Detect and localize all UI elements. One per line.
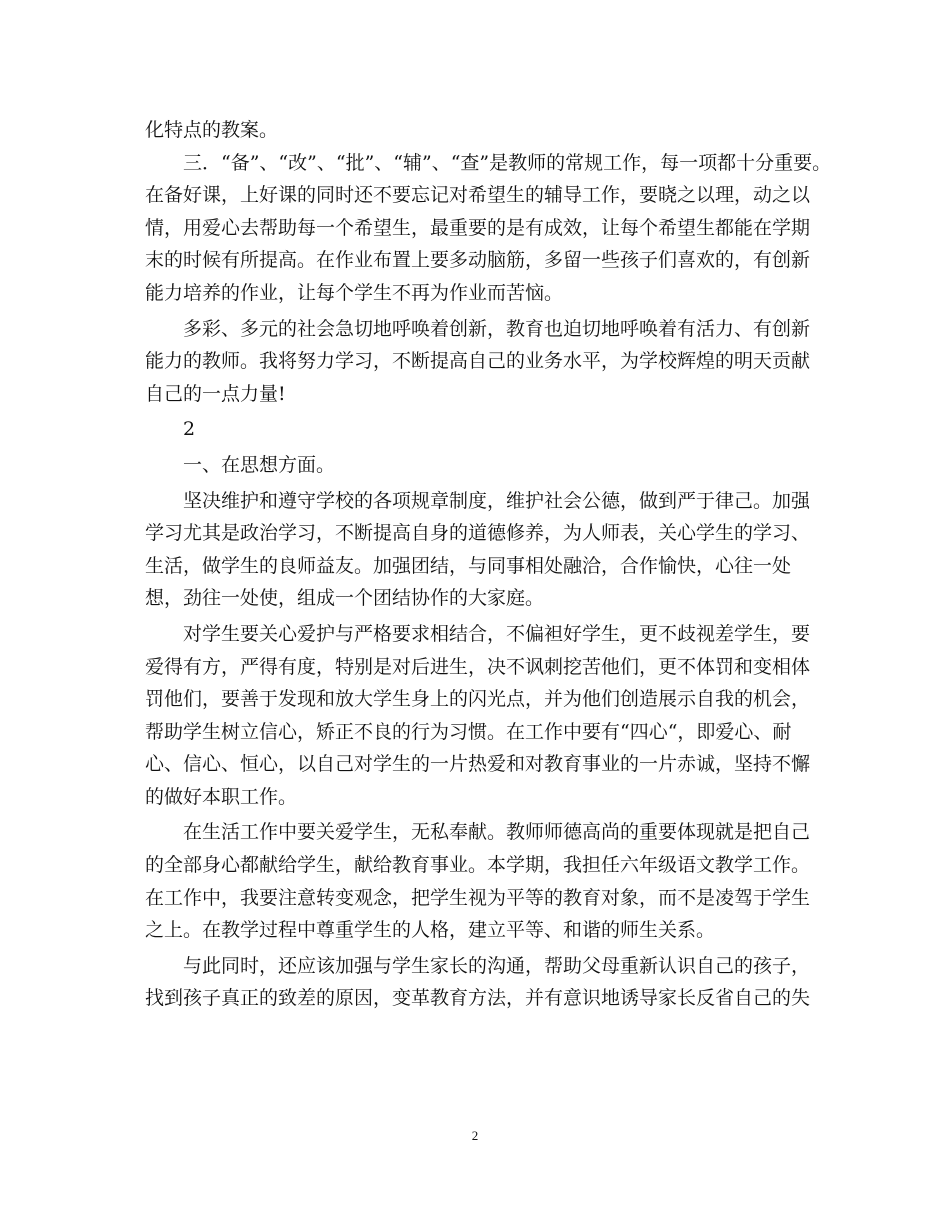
- text-line: 在工作中，我要注意转变观念，把学生视为平等的教育对象，而不是凌驾于学生: [145, 886, 811, 909]
- text-line: 心、信心、恒心，以自己对学生的一片热爱和对教育事业的一片赤诚，坚持不懈: [145, 753, 811, 776]
- text-line: 自己的一点力量!: [145, 382, 286, 405]
- text-line: 化特点的教案。: [145, 119, 279, 141]
- text-line: 能力的教师。我将努力学习，不断提高自己的业务水平，为学校辉煌的明天贡献: [145, 350, 811, 373]
- text-line: 末的时候有所提高。在作业布置上要多动脑筋，多留一些孩子们喜欢的，有创新: [145, 249, 811, 272]
- section-heading: 一、在思想方面。: [183, 453, 336, 476]
- text-line: 生活，做学生的良师益友。加强团结，与同事相处融洽，合作愉快，心往一处: [145, 554, 792, 577]
- text-line: 找到孩子真正的致差的原因，变革教育方法，并有意识地诱导家长反省自己的失: [145, 987, 811, 1010]
- section-number: 2: [183, 418, 196, 441]
- text-line: 爱得有方，严得有度，特别是对后进生，决不讽刺挖苦他们，更不体罚和变相体: [145, 655, 811, 678]
- text-line: 想，劲往一处使，组成一个团结协作的大家庭。: [145, 587, 545, 610]
- text-line: 情，用爱心去帮助每一个希望生，最重要的是有成效，让每个希望生都能在学期: [145, 216, 811, 239]
- text-line: 坚决维护和遵守学校的各项规章制度，维护社会公德，做到严于律己。加强: [183, 489, 811, 512]
- text-line: 之上。在教学过程中尊重学生的人格，建立平等、和谐的师生关系。: [145, 919, 716, 942]
- text-line: 与此同时，还应该加强与学生家长的沟通，帮助父母重新认识自己的孩子，: [183, 954, 811, 977]
- page-number: 2: [471, 1128, 479, 1143]
- text-line: 能力培养的作业，让每个学生不再为作业而苦恼。: [145, 281, 564, 304]
- text-line: 多彩、多元的社会急切地呼唤着创新，教育也迫切地呼唤着有活力、有创新: [183, 317, 811, 340]
- text-line: 罚他们，要善于发现和放大学生身上的闪光点，并为他们创造展示自我的机会，: [145, 688, 811, 711]
- text-line: 帮助学生树立信心，矫正不良的行为习惯。在工作中要有“四心“，即爱心、耐: [145, 720, 792, 743]
- text-line: 三．“备”、“改”、“批”、“辅”、“查”是教师的常规工作，每一项都十分重要。: [183, 151, 832, 174]
- text-line: 对学生要关心爱护与严格要求相结合，不偏袒好学生，更不歧视差学生，要: [183, 622, 811, 645]
- text-line: 学习尤其是政治学习，不断提高自身的道德修养，为人师表，关心学生的学习、: [145, 522, 811, 545]
- document-body: [145, 114, 832, 1015]
- text-line: 的做好本职工作。: [145, 785, 298, 808]
- text-line: 的全部身心都献给学生，献给教育事业。本学期，我担任六年级语文教学工作。: [145, 854, 811, 877]
- text-line: 在备好课，上好课的同时还不要忘记对希望生的辅导工作，要晓之以理，动之以: [145, 184, 811, 207]
- text-line: 在生活工作中要关爱学生，无私奉献。教师师德高尚的重要体现就是把自己: [183, 821, 811, 844]
